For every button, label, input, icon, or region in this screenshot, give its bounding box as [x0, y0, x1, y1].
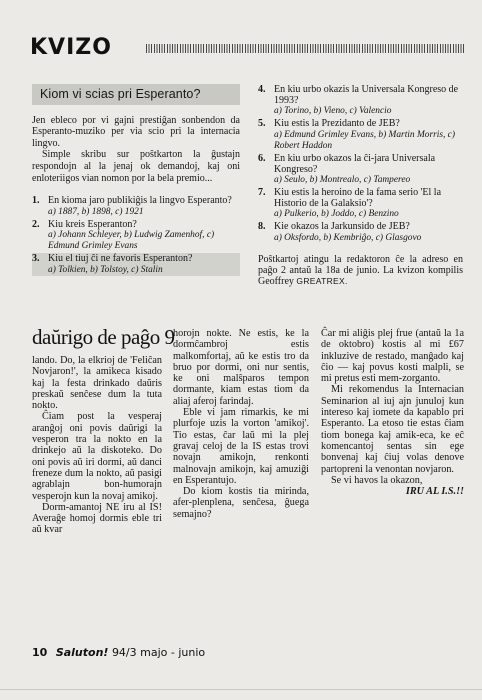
- quiz-question: 5. Kiu estis la Prezidanto de JEB? a) Edmund Grimley Evans, b) Martin Morris, c) Robert Haddon: [258, 118, 463, 151]
- quiz-question: 8. Kie okazos la Jarkunsido de JEB? a) Oksfordo, b) Kembriĝo, c) Glasgovo: [258, 221, 463, 243]
- quiz-answers: a) Johann Schleyer, b) Ludwig Zamenhof, c) Edmund Grimley Evans: [48, 230, 215, 252]
- article-paragraph: Dorm-amantoj NE iru al IS! Averaĝe homoj dormis eble tri aŭ kvar: [32, 501, 162, 536]
- issue-date: majo - junio: [140, 646, 206, 659]
- article-paragraph: lando. Do, la elkrioj de 'Feliĉan Novjaron!', la amikeca kisado kaj la festa drinkado daŭris preskaŭ senĉese dum la tuta nokto.: [32, 355, 162, 412]
- article-paragraph: Mi rekomendus la Internacian Seminarion al iuj ajn junuloj kun intereso kaj iomete da kapablo pri Esperanto. La etoso tie estas ĉiam tiom bonega kaj amik-eca, ke eĉ komencantoj sentas sin ege bonvenaj kaj ĉiuj volas denove partopreni la venontan novjaron.: [321, 384, 464, 475]
- quiz-closing-text: Poŝtkartoj atingu la redaktoron ĉe la adreso en paĝo 2 antaŭ la 18a de junio. La kvizon kompilis Geoffrey: [258, 253, 463, 288]
- quiz-answers: a) 1887, b) 1898, c) 1921: [48, 206, 144, 217]
- article-paragraph: Se vi havos la okazon,: [331, 474, 423, 486]
- quiz-intro-paragraph: Simple skribu sur poŝtkarton la ĝustajn respondojn al la jenaj ok demandoj, kaj oni enloteriigos vian nomon por la bela premio...: [32, 149, 240, 184]
- quiz-closing: [258, 254, 463, 288]
- article-signoff: IRU AL I.S.!!: [405, 486, 464, 498]
- page-edge: [0, 689, 482, 690]
- quiz-intro: [32, 115, 240, 185]
- quiz-question: 3. Kiu el tiuj ĉi ne favoris Esperanton? a) Tolkien, b) Tolstoy, c) Stalin: [32, 253, 240, 276]
- article-column-1: [32, 355, 162, 536]
- quiz-intro-paragraph: Jen ebleco por vi gajni prestiĝan sonbendon da Esperanto-muziko per via scio pri la internacia lingvo.: [32, 114, 240, 149]
- quiz-heading: Kiom vi scias pri Esperanto?: [32, 84, 240, 105]
- article-column-2: [173, 328, 309, 520]
- quiz-question: 7. Kiu estis la heroino de la fama serio 'El la Historio de la Galaksio'? a) Pulkerio, b) Joddo, c) Benzino: [258, 187, 463, 220]
- quiz-answers: a) Edmund Grimley Evans, b) Martin Morris, c) Robert Haddon: [274, 129, 455, 151]
- article-paragraph: Ĉiam post la vesperaj aranĝoj oni povis daŭrigi la vesperon tra la nokto en la drinkejo aŭ la diskoteko. Do oni povis aŭ iri dormi, aŭ danci freneze dum la nokto, aŭ pasigi agrablajn bon-humorajn vesperojn kun la novaj amikoj.: [32, 411, 162, 502]
- quiz-answers: a) Seulo, b) Montrealo, c) Tampereo: [274, 175, 411, 186]
- quiz-answers: a) Tolkien, b) Tolstoy, c) Stalin: [48, 264, 163, 275]
- article-title: daŭrigo de paĝo 9: [32, 325, 175, 349]
- article-paragraph: Do kiom kostis tia mirinda, afer-plenplena, senĉesa, ĝuega semajno?: [173, 486, 309, 520]
- page-number: 10: [32, 646, 48, 659]
- quiz-question: 4. En kiu urbo okazis la Universala Kongreso de 1993? a) Torino, b) Vieno, c) Valencio: [258, 84, 463, 117]
- article-paragraph: Eble vi jam rimarkis, ke mi plurfoje uzis la vorton 'amikoj'. Tio estas, ĉar laŭ mi la plej gravaj celoj de la IS estas trovi novajn amikojn, renkonti malnovajn amikojn, kaj amuziĝi en Esperantujo.: [173, 407, 309, 486]
- article-column-3: [321, 328, 464, 497]
- section-title: KVIZO: [30, 35, 112, 60]
- quiz-answers: a) Oksfordo, b) Kembriĝo, c) Glasgovo: [274, 232, 422, 243]
- quiz-question: 6. En kiu urbo okazos la ĉi-jara Universala Kongreso? a) Seulo, b) Montrealo, c) Tampereo: [258, 153, 463, 186]
- article-paragraph: horojn nokte. Ne estis, ke la dormĉambroj estis malkomfortaj, aŭ ke estis tro da bruo por dormi, oni nur sentis, ke oni malŝparos tempon dormante, kiam estas tiom da aliaj aferoj farindaj.: [173, 328, 309, 407]
- header-rule: [146, 44, 464, 53]
- magazine-name: Saluton!: [55, 646, 109, 659]
- quiz-credit: GREATREX.: [296, 276, 348, 287]
- quiz-answers: a) Torino, b) Vieno, c) Valencio: [274, 106, 392, 117]
- page-footer: [32, 646, 205, 659]
- quiz-box-right: [258, 83, 463, 287]
- quiz-question: 2. Kiu kreis Esperanton? a) Johann Schleyer, b) Ludwig Zamenhof, c) Edmund Grimley Evans: [32, 219, 240, 253]
- issue-number: 94/3: [111, 646, 137, 659]
- quiz-question: 1. En kioma jaro publikiĝis la lingvo Esperanto? a) 1887, b) 1898, c) 1921: [32, 195, 240, 218]
- article-paragraph: Ĉar mi aliĝis plej frue (antaŭ la 1a de oktobro) kostis al mi £67 inkluzive de restado, manĝado kaj ĉio — kaj povus kosti malpli, se mi pretus esti mem-zorganto.: [321, 328, 464, 385]
- section-header: [30, 35, 464, 61]
- quiz-box-left: [32, 84, 240, 276]
- quiz-answers: a) Pulkerio, b) Joddo, c) Benzino: [274, 209, 399, 220]
